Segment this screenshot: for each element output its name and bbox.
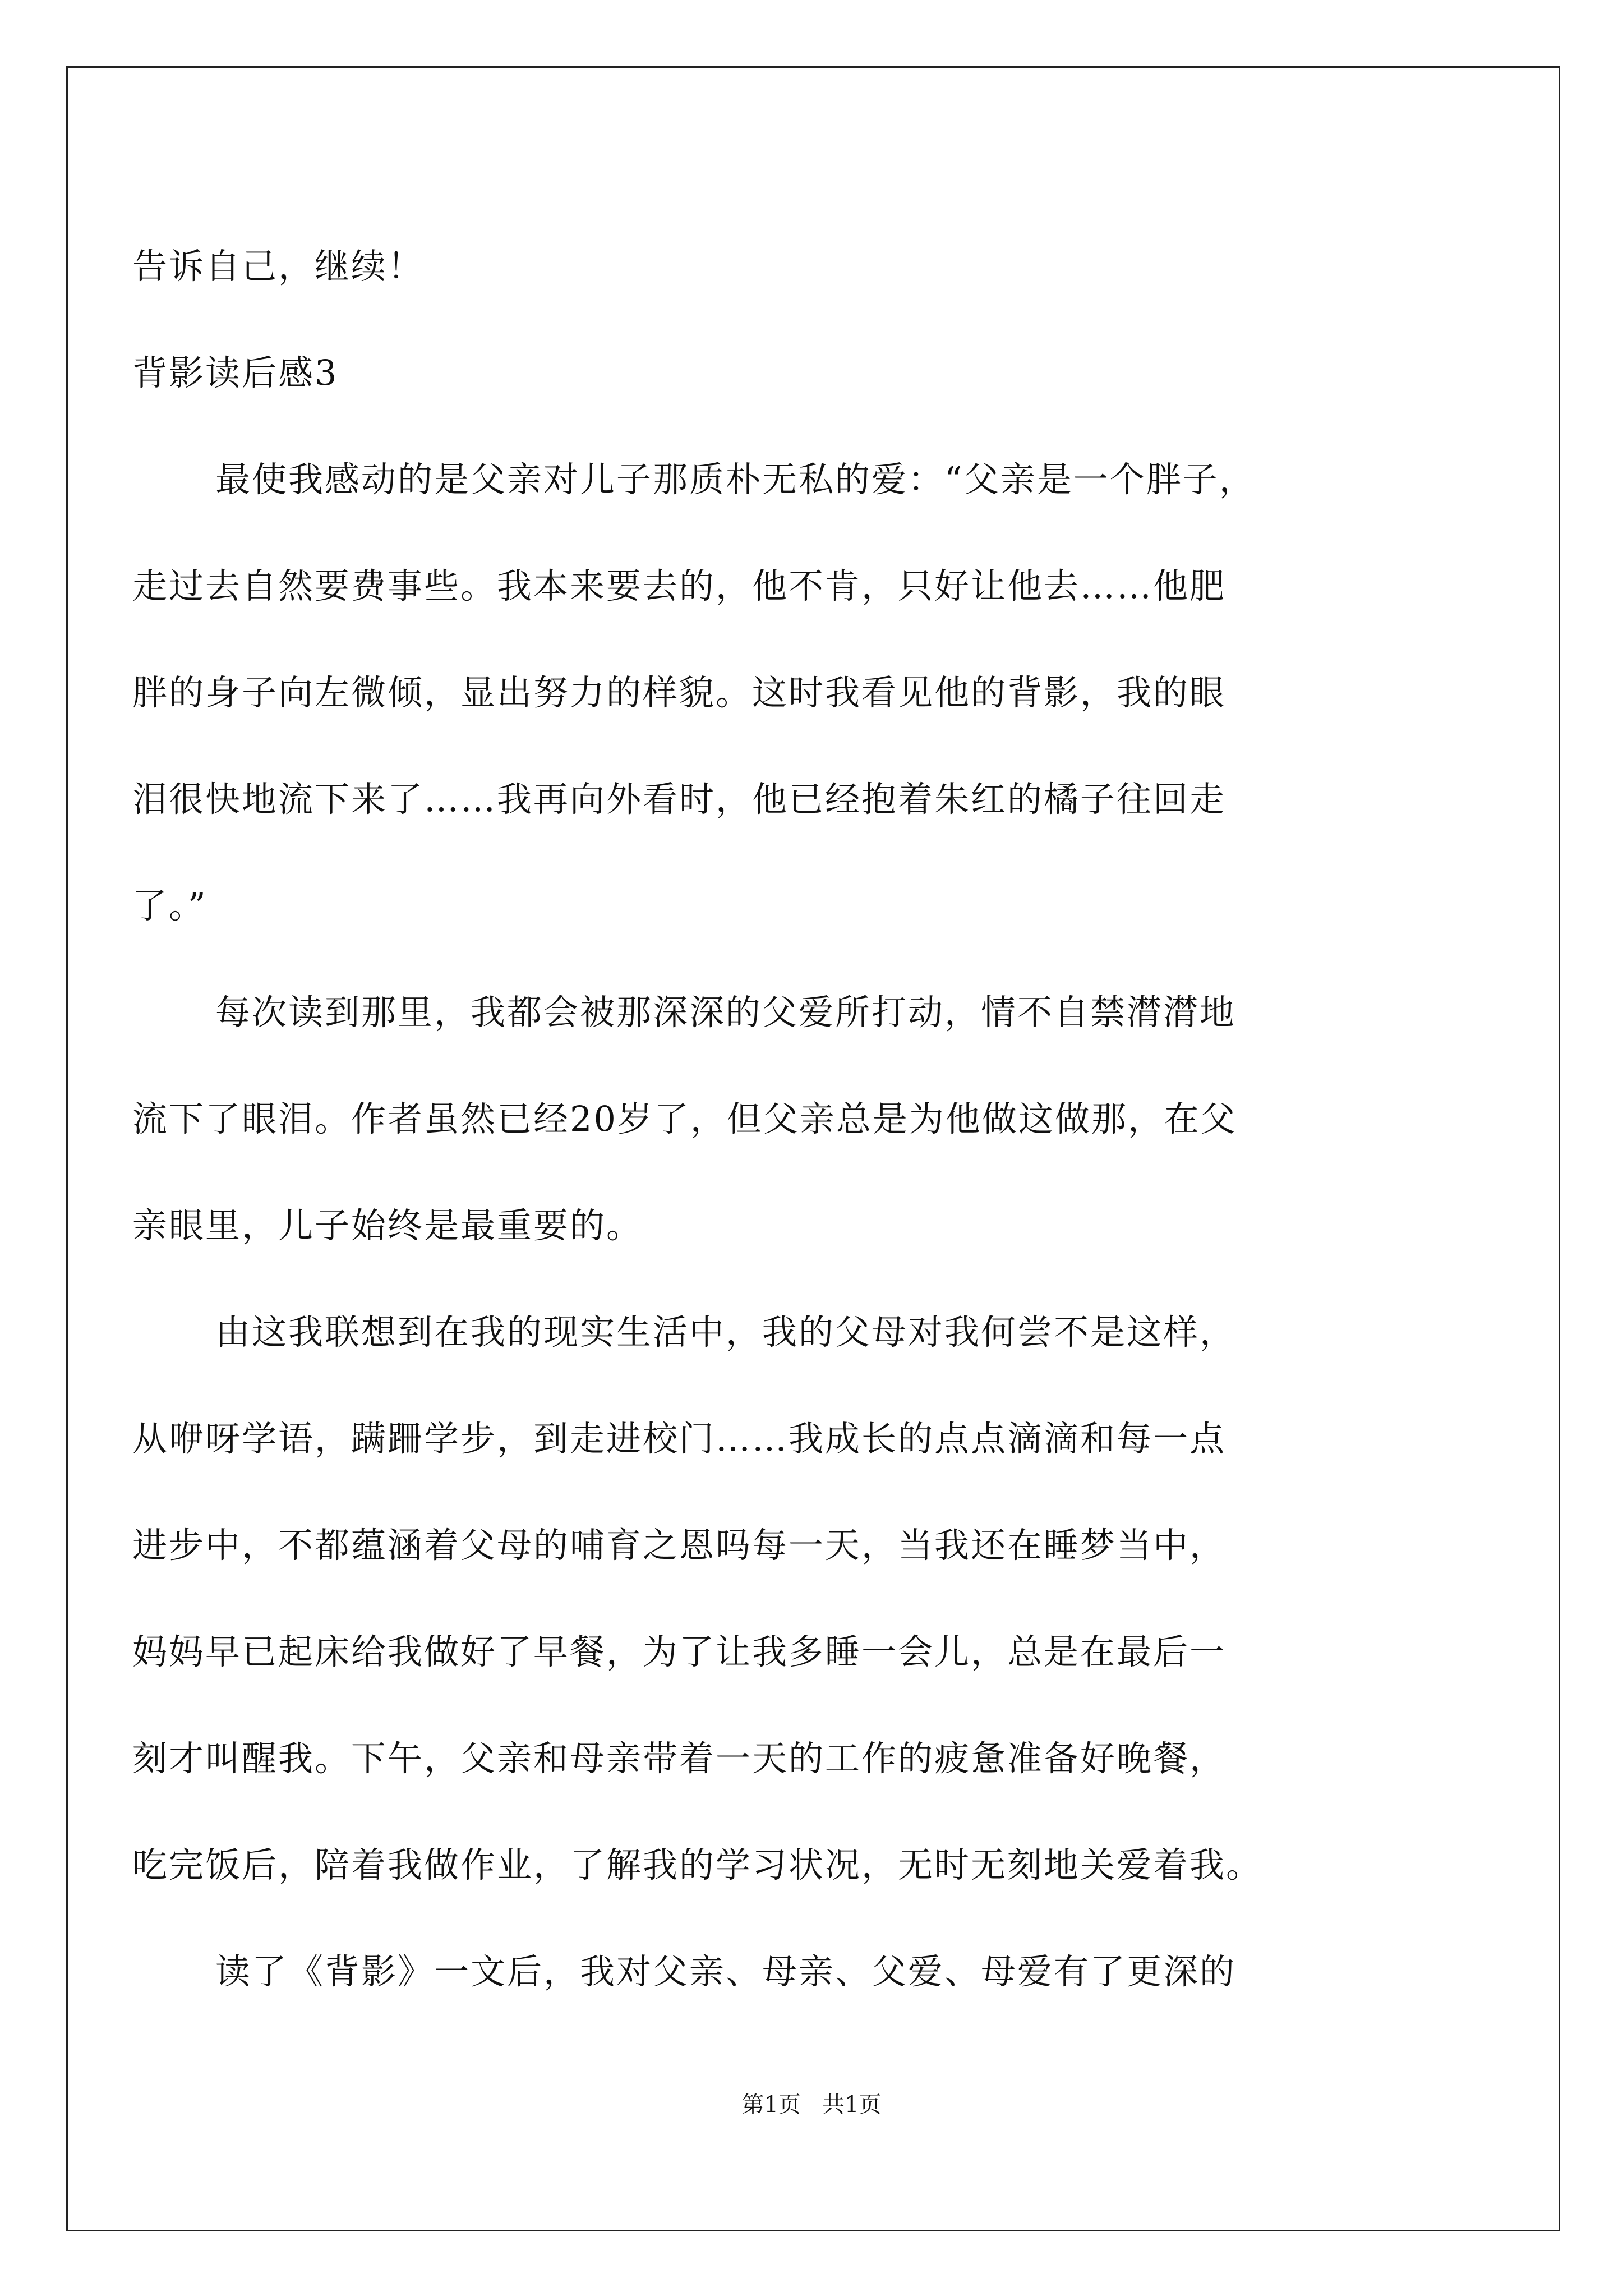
paragraph-line: 亲眼里，儿子始终是最重要的。 xyxy=(132,1205,643,1246)
document-body xyxy=(132,213,1439,2025)
paragraph-line: 从咿呀学语，蹒跚学步，到走进校门……我成长的点点滴滴和每一点 xyxy=(132,1418,1227,1459)
paragraph-line: 吃完饭后，陪着我做作业，了解我的学习状况，无时无刻地关爱着我。 xyxy=(132,1844,1263,1885)
paragraph-line: 进步中，不都蕴涵着父母的哺育之恩吗每一天，当我还在睡梦当中， xyxy=(132,1525,1227,1566)
page-footer: 第1页 共1页 xyxy=(741,2092,882,2118)
paragraph-line: 由这我联想到在我的现实生活中，我的父母对我何尝不是这样， xyxy=(215,1312,1237,1352)
paragraph-line: 泪很快地流下来了……我再向外看时，他已经抱着朱红的橘子往回走 xyxy=(132,779,1227,820)
section-title: 背影读后感3 xyxy=(132,352,339,393)
paragraph-line: 每次读到那里，我都会被那深深的父爱所打动，情不自禁潸潸地 xyxy=(215,992,1237,1033)
paragraph-line: 读了《背影》一文后，我对父亲、母亲、父爱、母爱有了更深的 xyxy=(215,1951,1237,1992)
paragraph-line: 刻才叫醒我。下午，父亲和母亲带着一天的工作的疲惫准备好晚餐， xyxy=(132,1738,1227,1779)
paragraph-line: 胖的身子向左微倾，显出努力的样貌。这时我看见他的背影，我的眼 xyxy=(132,672,1227,713)
paragraph-line: 最使我感动的是父亲对儿子那质朴无私的爱：“父亲是一个胖子， xyxy=(215,459,1256,500)
paragraph-line: 了。” xyxy=(132,885,208,926)
text-line: 告诉自己，继续！ xyxy=(132,246,425,287)
paragraph-line: 流下了眼泪。作者虽然已经20岁了，但父亲总是为他做这做那，在父 xyxy=(132,1098,1237,1139)
paragraph-line: 妈妈早已起床给我做好了早餐，为了让我多睡一会儿，总是在最后一 xyxy=(132,1631,1227,1672)
paragraph-line: 走过去自然要费事些。我本来要去的，他不肯，只好让他去……他肥 xyxy=(132,565,1227,606)
